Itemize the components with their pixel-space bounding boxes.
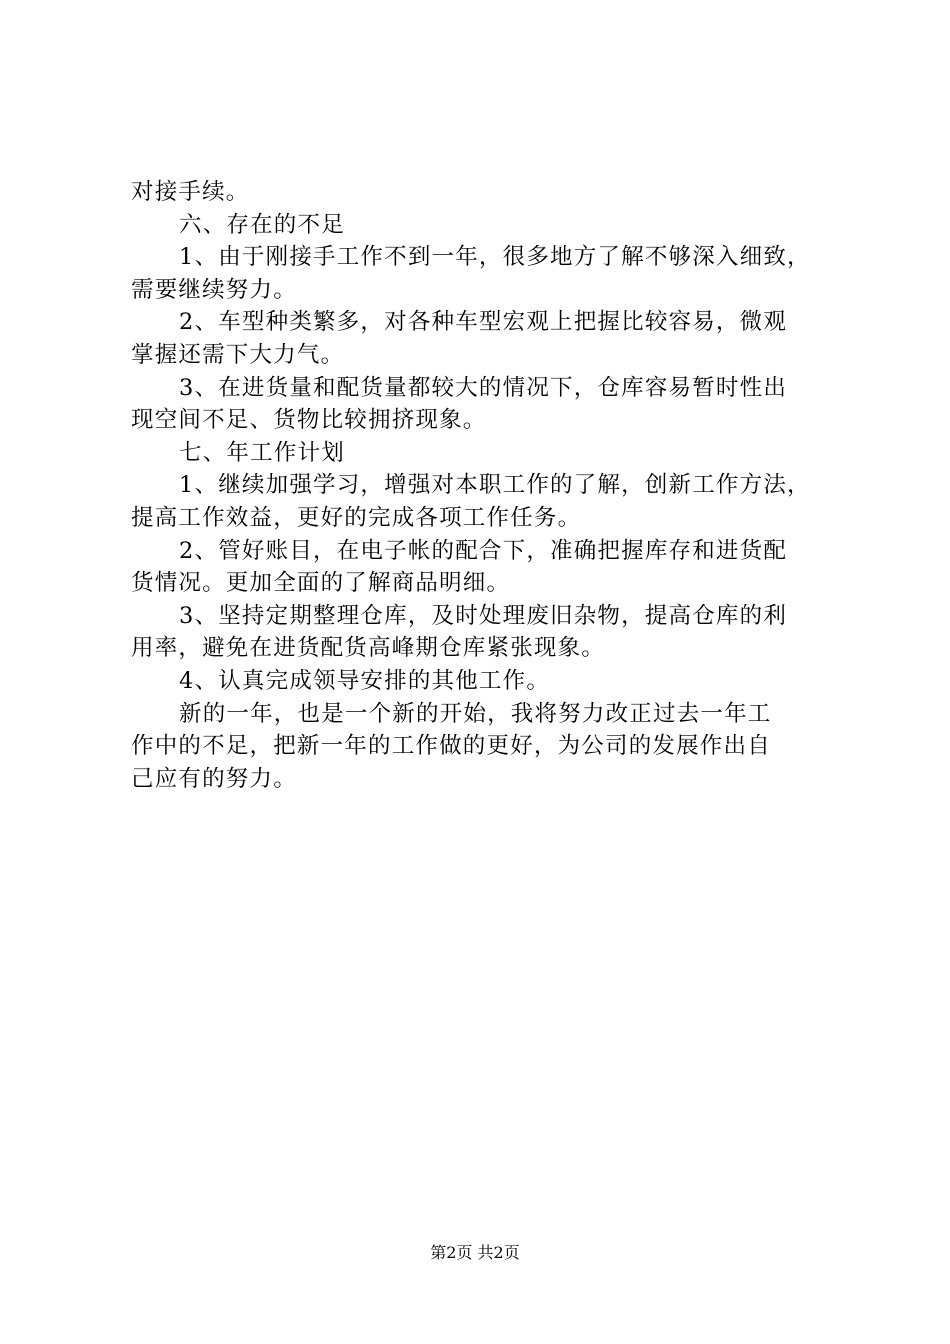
text-line: 2、管好账目，在电子帐的配合下，准确把握库存和进货配 <box>179 537 788 564</box>
text-line: 3、坚持定期整理仓库，及时处理废旧杂物，提高仓库的利 <box>179 602 788 629</box>
page-footer: 第2页 共2页 <box>430 1243 520 1262</box>
text-line: 用率，避免在进货配货高峰期仓库紧张现象。 <box>131 635 606 662</box>
text-line: 1、由于刚接手工作不到一年，很多地方了解不够深入细致， <box>179 244 811 271</box>
text-line: 提高工作效益，更好的完成各项工作任务。 <box>131 504 582 531</box>
text-line: 新的一年，也是一个新的开始，我将努力改正过去一年工 <box>179 700 772 727</box>
section-heading: 六、存在的不足 <box>179 211 345 238</box>
text-line: 现空间不足、货物比较拥挤现象。 <box>131 407 487 434</box>
text-line: 需要继续努力。 <box>131 276 297 303</box>
text-line: 对接手续。 <box>131 179 250 205</box>
document-body <box>131 176 841 795</box>
text-line: 货情况。更加全面的了解商品明细。 <box>131 570 511 597</box>
text-line: 2、车型种类繁多，对各种车型宏观上把握比较容易，微观 <box>179 309 788 336</box>
text-line: 3、在进货量和配货量都较大的情况下，仓库容易暂时性出 <box>179 374 788 401</box>
text-line: 作中的不足，把新一年的工作做的更好，为公司的发展作出自 <box>131 733 771 760</box>
text-line: 4、认真完成领导安排的其他工作。 <box>179 667 551 694</box>
text-line: 掌握还需下大力气。 <box>131 341 345 368</box>
text-line: 1、继续加强学习，增强对本职工作的了解，创新工作方法， <box>179 472 811 499</box>
text-line: 己应有的努力。 <box>131 765 297 792</box>
section-heading: 七、年工作计划 <box>179 439 345 466</box>
